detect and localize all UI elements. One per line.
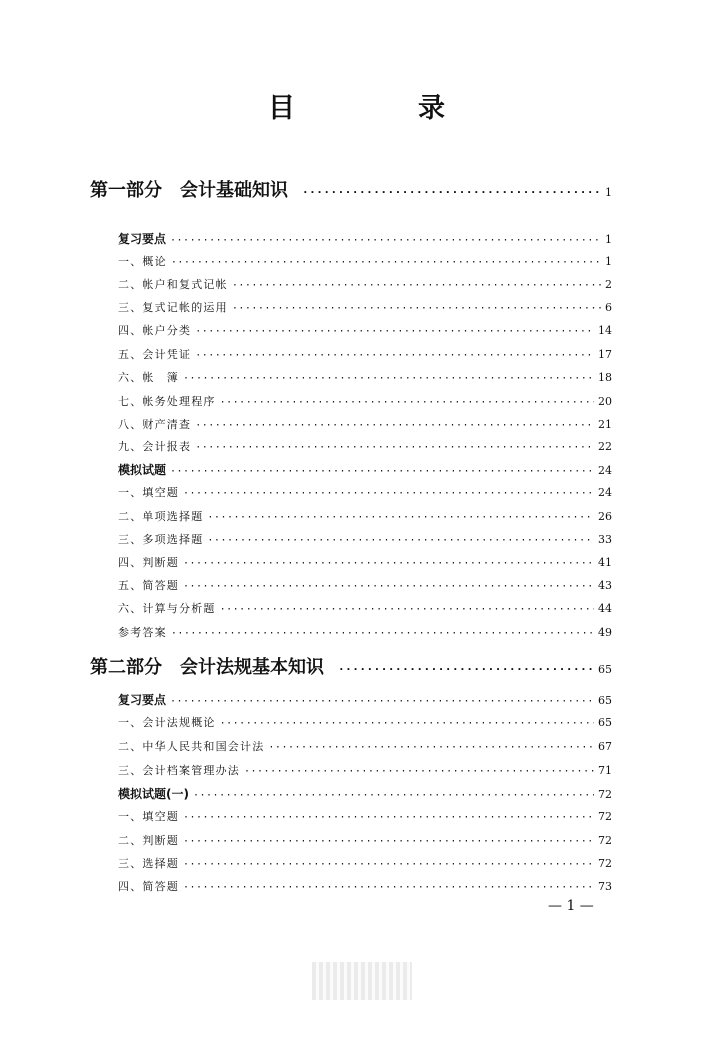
toc-entry-label: 三、会计档案管理办法: [118, 764, 240, 777]
dot-leader: [183, 558, 594, 569]
toc-entry-label: 复习要点: [118, 232, 167, 246]
scan-smudge: [312, 962, 412, 1000]
toc-entry-label: 二、中华人民共和国会计法: [118, 740, 265, 753]
toc-page-number: 26: [598, 510, 612, 523]
toc-entry-label: 五、会计凭证: [118, 348, 192, 361]
toc-item-row: [118, 253, 612, 269]
toc-entry-label: 一、填空题: [118, 486, 179, 499]
toc-entry-label: 第一部分 会计基础知识: [90, 180, 288, 201]
toc-page-number: 44: [598, 602, 612, 615]
toc-item-row: [118, 508, 612, 524]
dot-leader: [220, 604, 594, 615]
toc-entry-label: 三、复式记帐的运用: [118, 301, 228, 314]
toc-item-row: [118, 416, 612, 432]
toc-page-number: 24: [598, 486, 612, 499]
toc-entry-label: 一、填空题: [118, 810, 179, 823]
toc-entry-label: 三、选择题: [118, 857, 179, 870]
toc-page-number: 33: [598, 533, 612, 546]
toc-page-number: 41: [598, 556, 612, 569]
toc-page-number: 1: [605, 255, 612, 268]
toc-page-number: 49: [598, 626, 612, 639]
toc-item-row: [118, 577, 612, 593]
toc-entry-label: 二、单项选择题: [118, 510, 204, 523]
toc-item-row: [118, 276, 612, 292]
toc-item-row: [118, 438, 612, 454]
page-number-footer: — 1 —: [548, 898, 594, 914]
toc-page-number: 67: [598, 740, 612, 753]
toc-page-number: 21: [598, 418, 612, 431]
dot-leader: [195, 442, 594, 453]
toc-item-row: [118, 855, 612, 871]
dot-leader: [195, 326, 594, 337]
toc-item-row: [118, 714, 612, 730]
dot-leader: [170, 696, 594, 707]
toc-page-number: 2: [605, 278, 612, 291]
toc-entry-label: 二、帐户和复式记帐: [118, 278, 228, 291]
dot-leader: [232, 303, 601, 314]
dot-leader: [183, 373, 594, 384]
toc-section-row: [118, 691, 612, 708]
toc-entry-label: 四、简答题: [118, 880, 179, 893]
toc-page-number: 72: [598, 834, 612, 847]
toc-entry-label: 一、会计法规概论: [118, 716, 216, 729]
toc-part-row: [90, 653, 612, 679]
toc-page-number: 1: [605, 233, 612, 246]
toc-item-row: [118, 531, 612, 547]
toc-page-number: 65: [598, 694, 612, 707]
dot-leader: [170, 466, 594, 477]
toc-page-number: 72: [598, 810, 612, 823]
dot-leader: [232, 280, 601, 291]
dot-leader: [171, 628, 594, 639]
toc-page-number: 72: [598, 857, 612, 870]
dot-leader: [183, 488, 594, 499]
toc-item-row: [118, 832, 612, 848]
toc-entry-label: 七、帐务处理程序: [118, 395, 216, 408]
dot-leader: [183, 859, 594, 870]
dot-leader: [183, 581, 594, 592]
toc-item-row: [118, 878, 612, 894]
toc-page-number: 65: [598, 716, 612, 729]
dot-leader: [183, 882, 594, 893]
dot-leader: [302, 186, 601, 199]
dot-leader: [195, 420, 594, 431]
toc-page-number: 43: [598, 579, 612, 592]
page-title: 目 录: [268, 93, 493, 124]
toc-item-row: [118, 554, 612, 570]
toc-entry-label: 九、会计报表: [118, 440, 192, 453]
dot-leader: [207, 512, 594, 523]
toc-page-number: 1: [605, 186, 612, 199]
toc-section-row: [118, 785, 612, 802]
toc-item-row: [118, 322, 612, 338]
toc-entry-label: 复习要点: [118, 693, 167, 707]
toc-part-row: [90, 176, 612, 202]
toc-entry-label: 八、财产清查: [118, 418, 192, 431]
toc-item-row: [118, 624, 612, 640]
toc-page-number: 72: [598, 788, 612, 801]
toc-entry-label: 四、判断题: [118, 556, 179, 569]
dot-leader: [244, 766, 594, 777]
toc-entry-label: 三、多项选择题: [118, 533, 204, 546]
dot-leader: [268, 742, 594, 753]
toc-item-row: [118, 484, 612, 500]
dot-leader: [193, 790, 594, 801]
toc-item-row: [118, 808, 612, 824]
toc-section-row: [118, 461, 612, 478]
toc-item-row: [118, 738, 612, 754]
toc-entry-label: 第二部分 会计法规基本知识: [90, 657, 324, 678]
toc-page-number: 20: [598, 395, 612, 408]
dot-leader: [220, 718, 594, 729]
toc-entry-label: 参考答案: [118, 626, 167, 639]
toc-entry-label: 二、判断题: [118, 834, 179, 847]
toc-entry-label: 五、简答题: [118, 579, 179, 592]
toc-page-number: 14: [598, 324, 612, 337]
toc-item-row: [118, 393, 612, 409]
toc-page-number: 24: [598, 464, 612, 477]
toc-entry-label: 模拟试题(一): [118, 787, 189, 801]
toc-entry-label: 六、帐 簿: [118, 371, 179, 384]
toc-entry-label: 模拟试题: [118, 463, 167, 477]
toc-item-row: [118, 369, 612, 385]
toc-item-row: [118, 762, 612, 778]
dot-leader: [220, 397, 594, 408]
toc-page-number: 17: [598, 348, 612, 361]
toc-page-number: 6: [605, 301, 612, 314]
toc-item-row: [118, 600, 612, 616]
toc-page-number: 73: [598, 880, 612, 893]
toc-page-number: 22: [598, 440, 612, 453]
toc-item-row: [118, 346, 612, 362]
dot-leader: [338, 663, 594, 676]
dot-leader: [170, 235, 601, 246]
toc-entry-label: 一、概论: [118, 255, 167, 268]
toc-entry-label: 四、帐户分类: [118, 324, 192, 337]
dot-leader: [195, 350, 594, 361]
toc-item-row: [118, 299, 612, 315]
dot-leader: [171, 257, 601, 268]
dot-leader: [207, 535, 594, 546]
dot-leader: [183, 836, 594, 847]
toc-page-number: 18: [598, 371, 612, 384]
toc-entry-label: 六、计算与分析题: [118, 602, 216, 615]
toc-page-number: 65: [598, 663, 612, 676]
toc-page-number: 71: [598, 764, 612, 777]
toc-section-row: [118, 230, 612, 247]
dot-leader: [183, 812, 594, 823]
